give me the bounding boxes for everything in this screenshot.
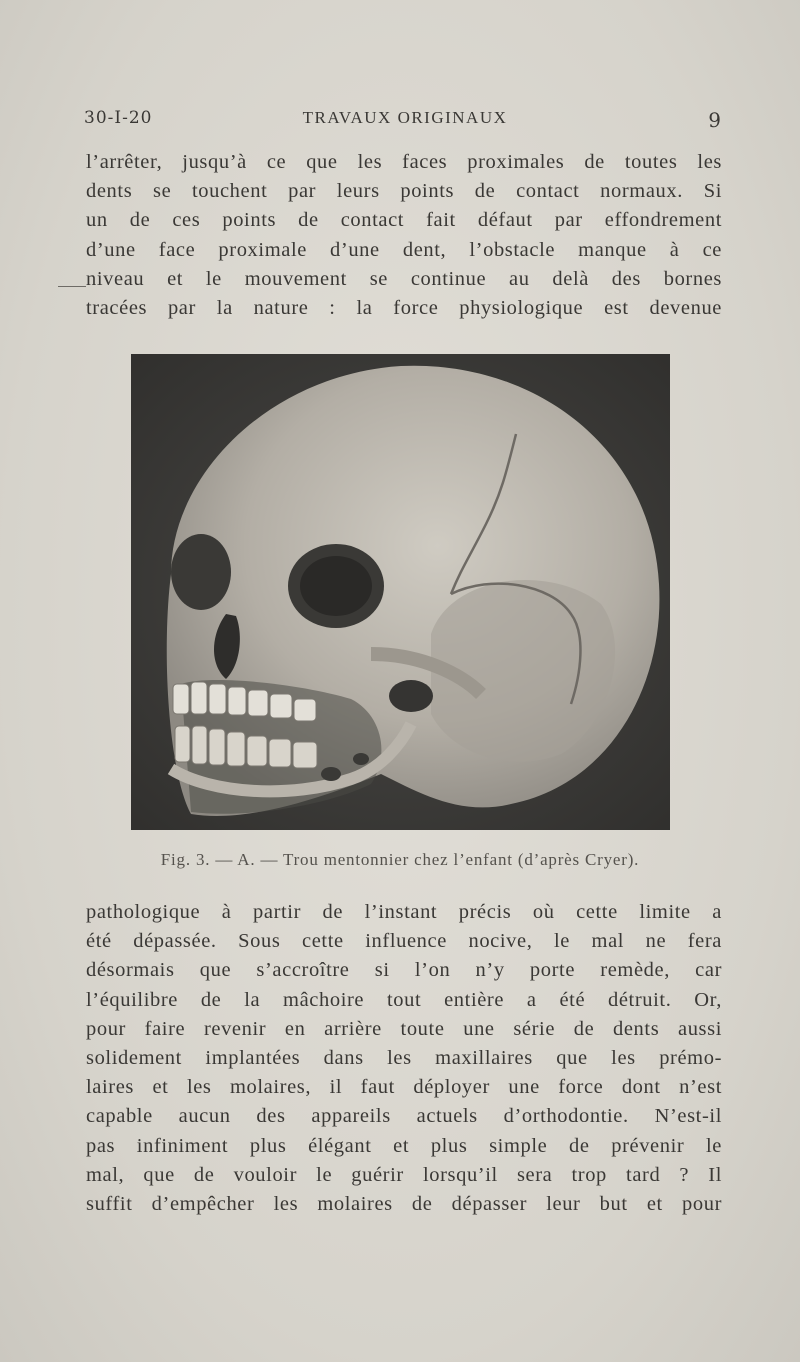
header-date: 30-I-20	[84, 108, 153, 128]
text-line: niveau et le mouvement se continue au delà des bornes	[86, 267, 722, 290]
running-head	[84, 104, 726, 134]
text-line: laires et les molaires, il faut déployer une force dont n’est	[86, 1076, 722, 1099]
page-number: 9	[708, 108, 722, 132]
text-line: pas infiniment plus élégant et plus simple de prévenir le	[86, 1134, 722, 1157]
text-line: un de ces points de contact fait défaut par effondrement	[86, 209, 722, 232]
skull-illustration	[131, 354, 670, 830]
skull-photograph	[131, 354, 670, 830]
text-line: d’une face proximale d’une dent, l’obstacle manque à ce	[86, 238, 722, 261]
text-line: été dépassée. Sous cette influence nocive, le mal ne fera	[86, 930, 722, 953]
text-line: désormais que s’accroître si l’on n’y porte remède, car	[86, 959, 722, 982]
paragraph-bottom	[86, 898, 722, 1219]
text-line: tracées par la nature : la force physiologique est devenue	[86, 296, 722, 319]
text-line: pathologique à partir de l’instant précis où cette limite a	[86, 901, 722, 923]
paragraph-top	[86, 148, 722, 323]
margin-mark	[58, 286, 86, 287]
figure-caption: Fig. 3. — A. — Trou mentonnier chez l’enfant (d’après Cryer).	[160, 850, 640, 869]
text-line: pour faire revenir en arrière toute une série de dents aussi	[86, 1017, 722, 1040]
text-line: suffit d’empêcher les molaires de dépasser leur but et pour	[86, 1192, 722, 1215]
text-line: solidement implantées dans les maxillaires que les prémo-	[86, 1046, 722, 1069]
text-line: l’arrêter, jusqu’à ce que les faces proximales de toutes les	[86, 151, 722, 173]
text-line: l’équilibre de la mâchoire tout entière a été détruit. Or,	[86, 988, 722, 1011]
header-section-title: TRAVAUX ORIGINAUX	[302, 108, 508, 127]
text-line: mal, que de vouloir le guérir lorsqu’il sera trop tard ? Il	[86, 1163, 722, 1186]
text-line: capable aucun des appareils actuels d’orthodontie. N’est-il	[86, 1105, 722, 1128]
text-line: dents se touchent par leurs points de contact normaux. Si	[86, 180, 722, 203]
